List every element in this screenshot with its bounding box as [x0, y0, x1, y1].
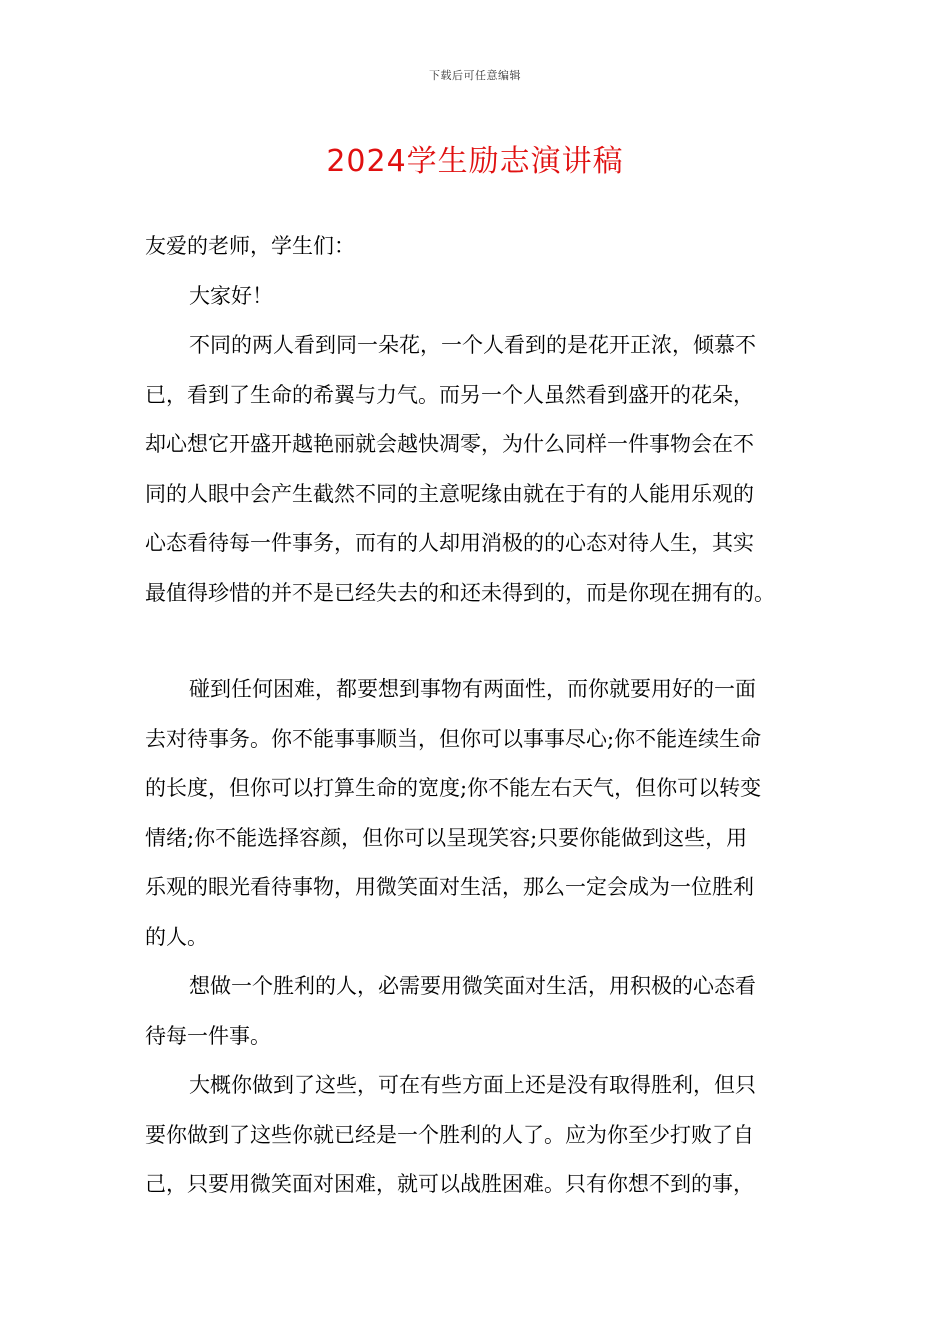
- paragraph-gap: [145, 618, 807, 665]
- paragraph-2-line: 的人。: [145, 924, 208, 949]
- paragraph-1-line: 不同的两人看到同一朵花，一个人看到的是花开正浓，倾慕不: [189, 333, 756, 357]
- paragraph-1-line: 心态看待每一件事务，而有的人却用消极的的心态对待人生，其实: [145, 531, 754, 555]
- paragraph-1-line: 却心想它开盛开越艳丽就会越快凋零，为什么同样一件事物会在不: [145, 432, 754, 456]
- document-body: [145, 222, 807, 1210]
- paragraph-1-line: 已，看到了生命的希翼与力气。而另一个人虽然看到盛开的花朵，: [145, 382, 754, 407]
- paragraph-2-line: 情绪;你不能选择容颜，但你可以呈现笑容;只要你能做到这些，用: [145, 825, 748, 850]
- paragraph-1-line: 最值得珍惜的并不是已经失去的和还未得到的，而是你现在拥有的。: [145, 580, 775, 605]
- document-title: 2024学生励志演讲稿: [326, 144, 624, 179]
- salutation-line: 友爱的老师，学生们：: [145, 234, 355, 258]
- paragraph-4-line: 大概你做到了这些，可在有些方面上还是没有取得胜利，但只: [189, 1073, 756, 1097]
- paragraph-2-line: 的长度，但你可以打算生命的宽度;你不能左右天气，但你可以转变: [145, 776, 762, 800]
- paragraph-4-line: 要你做到了这些你就已经是一个胜利的人了。应为你至少打败了自: [145, 1122, 754, 1147]
- greeting-line: 大家好！: [189, 283, 273, 308]
- paragraph-2-line: 碰到任何困难，都要想到事物有两面性，而你就要用好的一面: [189, 677, 756, 701]
- paragraph-2-line: 乐观的眼光看待事物，用微笑面对生活，那么一定会成为一位胜利: [145, 875, 754, 899]
- paragraph-3-line: 想做一个胜利的人，必需要用微笑面对生活，用积极的心态看: [189, 974, 756, 998]
- paragraph-3-line: 待每一件事。: [145, 1023, 271, 1048]
- paragraph-1-line: 同的人眼中会产生截然不同的主意呢缘由就在于有的人能用乐观的: [145, 481, 754, 506]
- paragraph-2-line: 去对待事务。你不能事事顺当，但你可以事事尽心;你不能连续生命: [145, 726, 762, 751]
- paragraph-4-line: 己，只要用微笑面对困难，就可以战胜困难。只有你想不到的事，: [145, 1172, 754, 1196]
- header-note: 下载后可任意编辑: [429, 69, 521, 82]
